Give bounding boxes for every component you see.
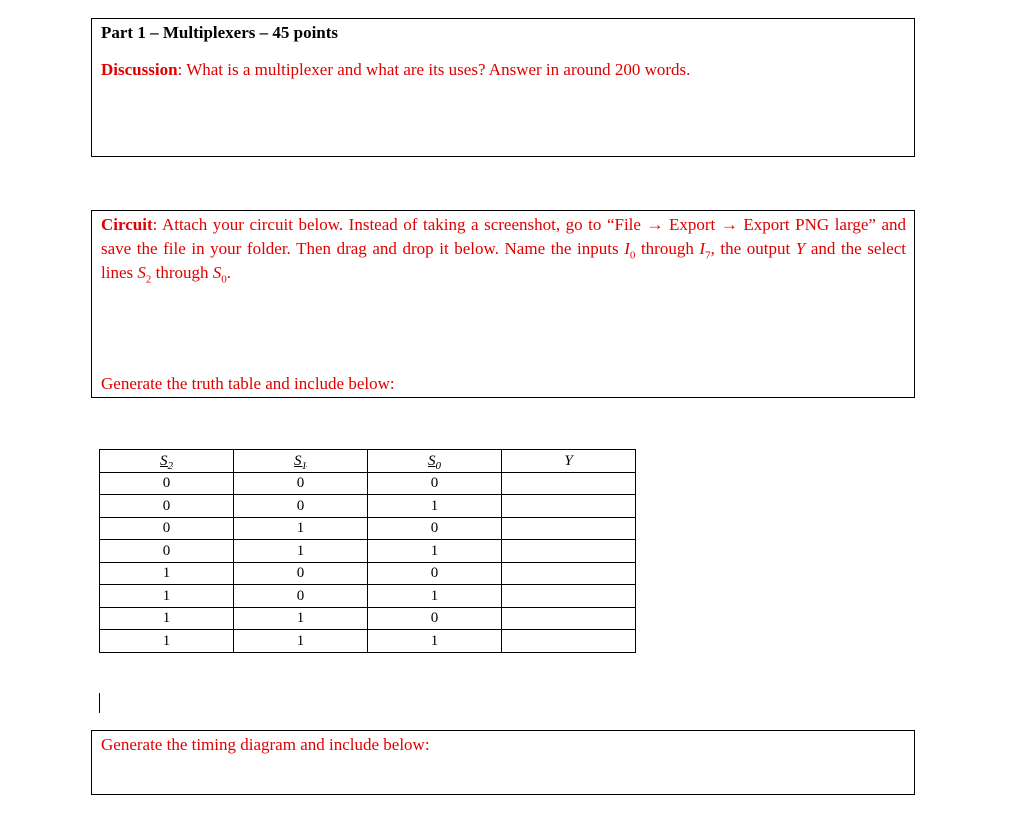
cell-s2: 0 — [100, 495, 234, 518]
select-sub-2: 2 — [145, 273, 152, 286]
table-row — [100, 517, 636, 540]
cell-s2: 0 — [100, 540, 234, 563]
timing-diagram-prompt: Generate the timing diagram and include below: — [101, 735, 430, 754]
cell-s1: 0 — [234, 495, 368, 518]
discussion-box[interactable] — [91, 18, 915, 157]
circuit-text-2: through — [635, 239, 700, 258]
header-s1: $S_1$ — [234, 450, 368, 473]
cell-s2: 0 — [100, 472, 234, 495]
cell-s0: 1 — [368, 495, 502, 518]
table-row — [100, 585, 636, 608]
cell-s1: 1 — [234, 540, 368, 563]
cell-y[interactable] — [502, 585, 636, 608]
cell-s2: 1 — [100, 585, 234, 608]
table-row — [100, 607, 636, 630]
input-var: I — [624, 239, 630, 258]
truth-table-header-row — [100, 450, 636, 473]
cell-s1: 1 — [234, 607, 368, 630]
input-sub-0: 0 — [629, 249, 636, 262]
cell-s0: 0 — [368, 562, 502, 585]
table-row — [100, 562, 636, 585]
circuit-box[interactable] — [91, 210, 915, 398]
cell-s0: 0 — [368, 607, 502, 630]
cell-s2: 0 — [100, 517, 234, 540]
cell-y[interactable] — [502, 607, 636, 630]
select-var: S — [137, 263, 146, 282]
table-row — [100, 472, 636, 495]
table-row — [100, 540, 636, 563]
header-s0: $S_0$ — [368, 450, 502, 473]
cell-s1: 0 — [234, 562, 368, 585]
cell-s0: 1 — [368, 540, 502, 563]
table-row — [100, 630, 636, 653]
header-y: Y — [502, 450, 636, 473]
circuit-prompt — [101, 213, 906, 285]
cell-y[interactable] — [502, 562, 636, 585]
circuit-text-4: and the select lines — [101, 239, 906, 282]
circuit-text-6: . — [226, 263, 231, 282]
input-var-last: I — [699, 239, 706, 258]
part-title: Part 1 – Multiplexers – 45 points — [101, 23, 339, 42]
circuit-text-1: : Attach your circuit below. Instead of taking a screenshot, go to “File → Export → Export PNG large” and save the file in your folder. Then drag and drop it below. Name the inputs — [101, 215, 906, 258]
cell-s0: 1 — [368, 585, 502, 608]
circuit-text-5: through — [151, 263, 213, 282]
cell-s2: 1 — [100, 630, 234, 653]
output-var: Y — [795, 239, 806, 258]
circuit-label: Circuit — [101, 215, 153, 234]
cell-s2: 1 — [100, 562, 234, 585]
cell-s0: 1 — [368, 630, 502, 653]
discussion-prompt — [101, 58, 690, 82]
cell-s1: 1 — [234, 517, 368, 540]
table-row — [100, 495, 636, 518]
circuit-text-3: , the output — [710, 239, 796, 258]
cell-s1: 0 — [234, 585, 368, 608]
cell-s0: 0 — [368, 517, 502, 540]
timing-box[interactable] — [91, 730, 915, 795]
input-sub-7: 7 — [705, 249, 711, 262]
discussion-text: : What is a multiplexer and what are its uses? Answer in around 200 words. — [177, 60, 691, 79]
cell-y[interactable] — [502, 630, 636, 653]
truth-table — [99, 449, 636, 653]
text-cursor — [99, 693, 100, 713]
cell-y[interactable] — [502, 540, 636, 563]
cell-y[interactable] — [502, 495, 636, 518]
cell-s1: 0 — [234, 472, 368, 495]
header-s2: $S_2$ — [100, 450, 234, 473]
cell-y[interactable] — [502, 517, 636, 540]
truth-table-prompt: Generate the truth table and include below: — [101, 374, 395, 393]
cell-s0: 0 — [368, 472, 502, 495]
discussion-label: Discussion — [101, 60, 178, 79]
cell-s1: 1 — [234, 630, 368, 653]
cell-y[interactable] — [502, 472, 636, 495]
cell-s2: 1 — [100, 607, 234, 630]
select-sub-0: 0 — [221, 273, 227, 286]
select-var-last: S — [212, 263, 222, 282]
